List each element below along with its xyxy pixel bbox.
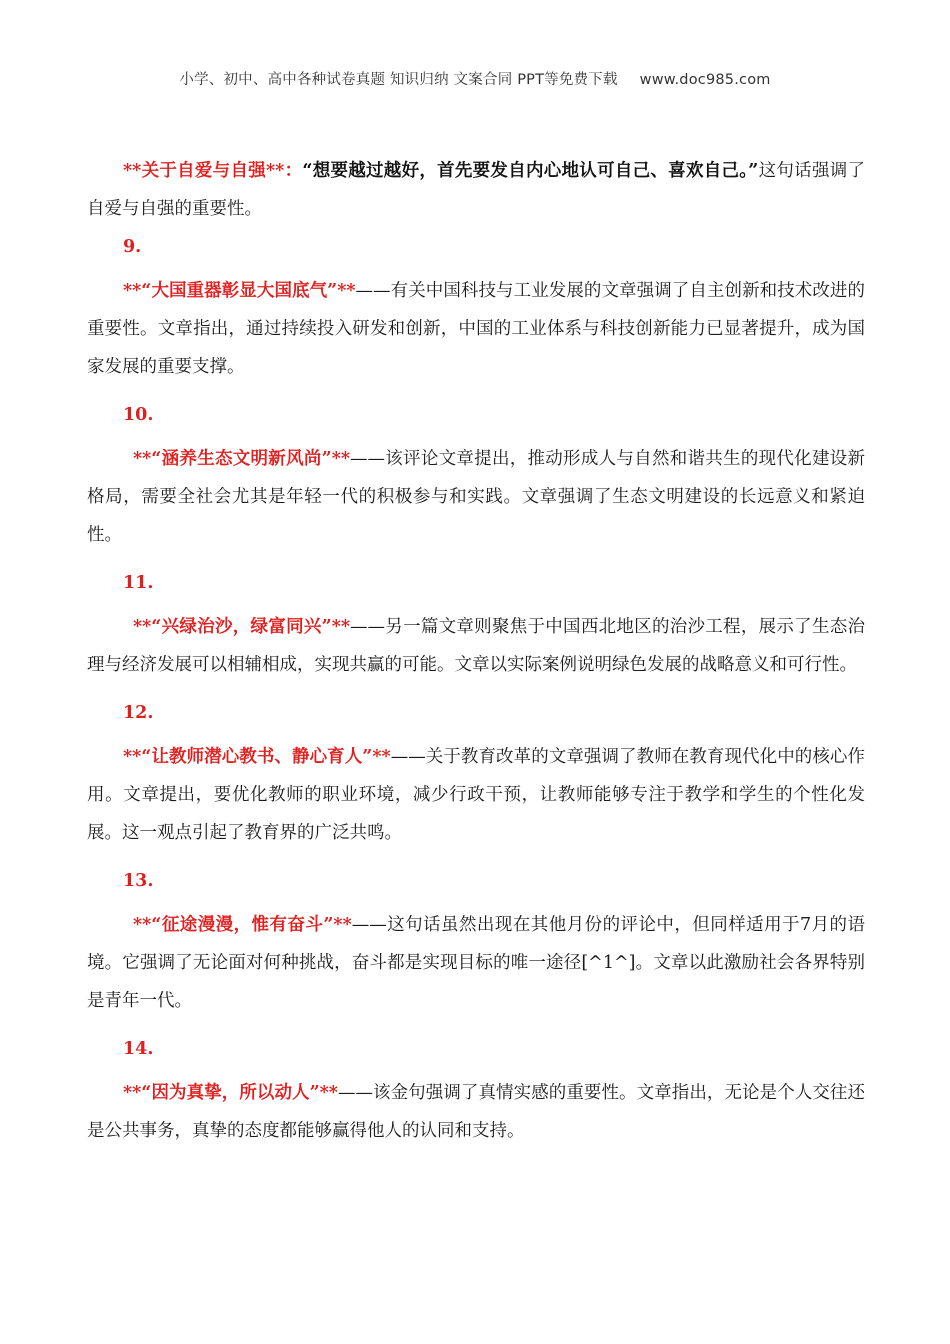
paragraph-body: ——该评论文章提出，推动形成人与自然和谐共生的现代化建设新格局，需要全社会尤其是年轻一代的积极参与和实践。文章强调了生态文明建设的长远意义和紧迫性。 (87, 449, 865, 545)
paragraph-body: ——另一篇文章则聚焦于中国西北地区的治沙工程，展示了生态治理与经济发展可以相辅相成，实现共赢的可能。文章以实际案例说明绿色发展的战略意义和可行性。 (87, 617, 865, 675)
paragraph-item-12 (87, 738, 865, 852)
header-site: www.doc985.com (639, 72, 771, 88)
paragraph-title: **“大国重器彰显大国底气”** (123, 281, 356, 301)
paragraph-body: ——这句话虽然出现在其他月份的评论中，但同样适用于7月的语境。它强调了无论面对何种挑战，奋斗都是实现目标的唯一途径[^1^]。文章以此激励社会各界特别是青年一代。 (87, 915, 865, 1011)
paragraph-body: 这句话强调了自爱与自强的重要性。 (87, 161, 866, 219)
paragraph-item-11 (87, 608, 865, 684)
paragraph-title: **“让教师潜心教书、静心育人”** (123, 747, 391, 767)
item-number: 12. (123, 703, 154, 723)
paragraph-item-10 (87, 440, 865, 554)
paragraph-item-14 (87, 1074, 865, 1150)
paragraph-item-13 (87, 906, 865, 1020)
paragraph-title: **“涵养生态文明新风尚”** (133, 449, 351, 469)
paragraph-quote: “想要越过越好，首先要发自内心地认可自己、喜欢自己。” (302, 161, 759, 181)
header-text: 小学、初中、高中各种试卷真题 知识归纳 文案合同 PPT等免费下载 (179, 72, 618, 88)
item-number: 11. (123, 573, 154, 593)
document-body (87, 152, 865, 1150)
paragraph-self-love (87, 152, 865, 228)
item-number: 10. (123, 405, 154, 425)
paragraph-title: **“因为真挚，所以动人”** (123, 1083, 338, 1103)
paragraph-title: **“征途漫漫，惟有奋斗”** (133, 915, 352, 935)
page-header (0, 68, 950, 89)
paragraph-item-9 (87, 272, 865, 386)
paragraph-body: ——该金句强调了真情实感的重要性。文章指出，无论是个人交往还是公共事务，真挚的态度都能够赢得他人的认同和支持。 (87, 1083, 865, 1141)
paragraph-body: ——关于教育改革的文章强调了教师在教育现代化中的核心作用。文章提出，要优化教师的职业环境，减少行政干预，让教师能够专注于教学和学生的个性化发展。这一观点引起了教育界的广泛共鸣。 (87, 747, 865, 843)
paragraph-title: **关于自爱与自强**： (123, 161, 303, 181)
item-number: 13. (123, 871, 154, 891)
item-number: 14. (123, 1039, 154, 1059)
paragraph-title: **“兴绿治沙，绿富同兴”** (133, 617, 351, 637)
paragraph-body: ——有关中国科技与工业发展的文章强调了自主创新和技术改进的重要性。文章指出，通过持续投入研发和创新，中国的工业体系与科技创新能力已显著提升，成为国家发展的重要支撑。 (87, 281, 865, 377)
item-number: 9. (123, 237, 142, 257)
